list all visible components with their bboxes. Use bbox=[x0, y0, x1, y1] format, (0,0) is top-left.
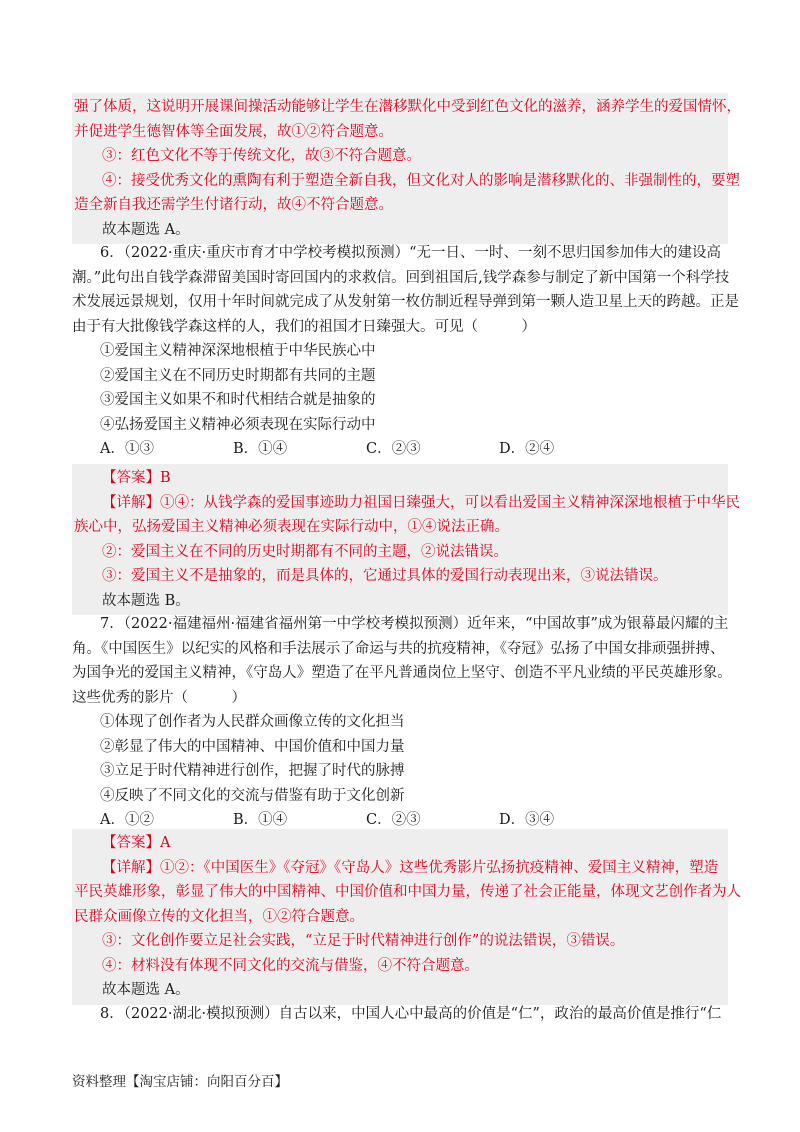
conclusion-line: 故本题选 B。 bbox=[102, 592, 190, 609]
question-item: ④反映了不同文化的交流与借鉴有助于文化创新 bbox=[100, 787, 405, 804]
question-stem-line: 7．（2022·福建福州·福建省福州第一中学校考模拟预测）近年来，“中国故事”成为银幕最闪耀的主 bbox=[100, 616, 729, 632]
explanation-line: ④：材料没有体现不同文化的交流与借鉴，④不符合题意。 bbox=[102, 957, 479, 974]
explanation-line: 造全新自我还需学生付诸行动，故④不符合题意。 bbox=[74, 197, 393, 213]
explanation-line: 【详解】①②：《中国医生》《夺冠》《守岛人》这些优秀影片弘扬抗疫精神、爱国主义精神，塑造 bbox=[102, 859, 719, 876]
answer-block-q6 bbox=[72, 464, 740, 615]
explanation-line: ③：文化创作要立足社会实践，“立足于时代精神进行创作”的说法错误，③错误。 bbox=[102, 933, 625, 949]
question-stem-line: 6．（2022·重庆·重庆市育才中学校考模拟预测）“无一日、一时、一刻不思归国参加伟大的建设高 bbox=[100, 245, 722, 261]
option-d: D．③④ bbox=[499, 812, 555, 828]
question-8 bbox=[72, 1002, 732, 1027]
question-item: ②爱国主义在不同历史时期都有共同的主题 bbox=[100, 367, 376, 384]
conclusion-line: 故本题选 A。 bbox=[102, 221, 190, 238]
option-b: B．①④ bbox=[233, 812, 288, 828]
question-stem-line: 由于有大批像钱学森这样的人，我们的祖国才日臻强大。可见（ ） bbox=[72, 318, 536, 335]
question-stem-line: 术发展远景规划，仅用十年时间就完成了从发射第一枚仿制近程导弹到第一颗人造卫星上天的跨越。正是 bbox=[72, 294, 739, 310]
explanation-line: ③：爱国主义不是抽象的，而是具体的，它通过具体的爱国行动表现出来，③说法错误。 bbox=[102, 568, 668, 584]
option-b: B．①④ bbox=[233, 441, 288, 457]
question-stem-line: 角。《中国医生》以纪实的风格和手法展示了命运与共的抗疫精神，《夺冠》弘扬了中国女排顽强拼搏、 bbox=[72, 640, 725, 657]
question-item: ②彰显了伟大的中国精神、中国价值和中国力量 bbox=[100, 738, 405, 755]
explanation-line: 民群众画像立传的文化担当，①②符合题意。 bbox=[74, 908, 364, 925]
explanation-line: 【详解】①④：从钱学森的爱国事迹助力祖国日臻强大，可以看出爱国主义精神深深地根植于中华民 bbox=[102, 494, 740, 511]
explanation-line: 平民英雄形象，彰显了伟大的中国精神、中国价值和中国力量，传递了社会正能量，体现文艺创作者为人 bbox=[74, 884, 741, 900]
question-item: ③立足于时代精神进行创作，把握了时代的脉搏 bbox=[100, 763, 405, 779]
question-item: ①爱国主义精神深深地根植于中华民族心中 bbox=[100, 343, 376, 359]
option-a: A．①② bbox=[100, 812, 154, 828]
option-c: C．②③ bbox=[366, 441, 421, 457]
question-stem-line: 8．（2022·湖北·模拟预测）自古以来，中国人心中最高的价值是“仁”，政治的最高价值是推行“仁 bbox=[100, 1006, 722, 1022]
conclusion-line: 故本题选 A。 bbox=[102, 982, 190, 998]
option-a: A．①③ bbox=[100, 441, 154, 457]
question-6 bbox=[72, 241, 739, 462]
question-item: ①体现了创作者为人民群众画像立传的文化担当 bbox=[100, 714, 405, 730]
question-stem-line: 为国争光的爱国主义精神，《守岛人》塑造了在平凡普通岗位上坚守、创造不平凡业绩的平民英雄形象。 bbox=[72, 665, 732, 681]
option-d: D．②④ bbox=[499, 441, 555, 457]
explanation-line: 强了体质，这说明开展课间操活动能够让学生在潜移默化中受到红色文化的滋养，涵养学生的爱国情怀， bbox=[74, 99, 741, 115]
explanation-line: ④：接受优秀文化的熏陶有利于塑造全新自我，但文化对人的影响是潜移默化的、非强制性的，要塑 bbox=[102, 172, 740, 189]
explanation-line: 并促进学生德智体等全面发展，故①②符合题意。 bbox=[74, 123, 393, 140]
answer-label: 【答案】A bbox=[102, 835, 171, 851]
page-footer: 资料整理【淘宝店铺：向阳百分百】 bbox=[72, 1074, 288, 1090]
question-item: ③爱国主义如果不和时代相结合就是抽象的 bbox=[100, 392, 376, 408]
option-c: C．②③ bbox=[366, 812, 421, 828]
answer-block-q7 bbox=[72, 829, 741, 1005]
answer-label: 【答案】B bbox=[102, 470, 171, 486]
question-stem-line: 这些优秀的影片（ ） bbox=[72, 689, 246, 706]
explanation-block-q5 bbox=[72, 93, 741, 244]
question-stem-line: 潮。”此句出自钱学森滞留美国时寄回国内的求救信。回到祖国后,钱学森参与制定了新中国第一个科学技 bbox=[72, 269, 730, 286]
explanation-line: ②：爱国主义在不同的历史时期都有不同的主题，②说法错误。 bbox=[102, 543, 508, 560]
explanation-line: 族心中，弘扬爱国主义精神必须表现在实际行动中，①④说法正确。 bbox=[74, 519, 509, 535]
answer-options bbox=[72, 437, 732, 462]
explanation-line: ③：红色文化不等于传统文化，故③不符合题意。 bbox=[102, 148, 421, 164]
question-item: ④弘扬爱国主义精神必须表现在实际行动中 bbox=[100, 416, 376, 433]
question-7 bbox=[72, 612, 732, 833]
